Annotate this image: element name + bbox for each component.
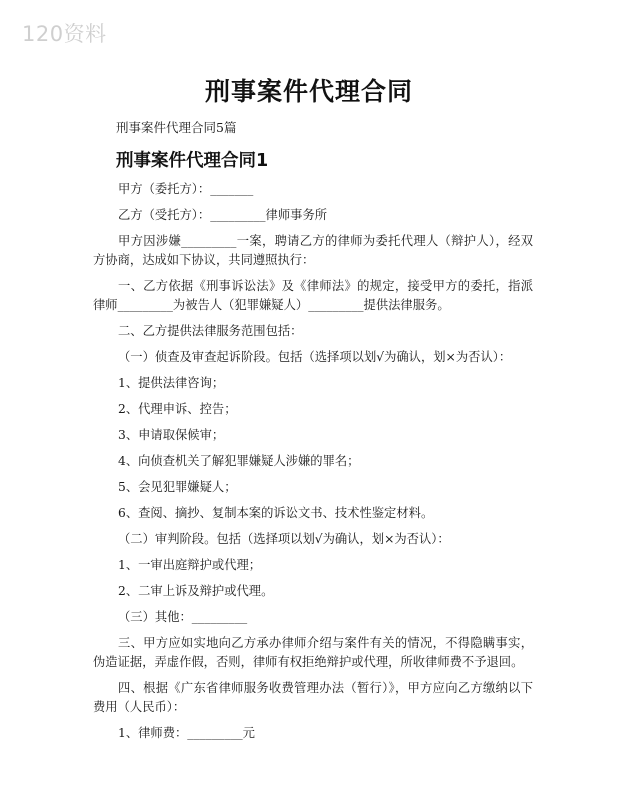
paragraph-clause-4: 四、根据《广东省律师服务收费管理办法（暂行）》，甲方应向乙方缴纳以下费用（人民币）： (93, 681, 533, 714)
list-item: 2、代理申诉、控告； (118, 402, 237, 416)
list-item: 5、会见犯罪嫌疑人； (118, 480, 237, 494)
list-item: 4、向侦查机关了解犯罪嫌疑人涉嫌的罪名； (118, 454, 360, 468)
document-subtitle: 刑事案件代理合同5篇 (116, 120, 237, 135)
paragraph-intro: 甲方因涉嫌_________一案，聘请乙方的律师为委托代理人（辩护人），经双方协商，达成如下协议，共同遵照执行： (93, 234, 533, 267)
list-item: 2、二审上诉及辩护或代理。 (118, 584, 274, 598)
paragraph-party-b: 乙方（受托方）：_________律师事务所 (118, 208, 328, 222)
paragraph-clause-1: 一、乙方依据《刑事诉讼法》及《律师法》的规定，接受甲方的委托，指派律师_________为被告人（犯罪嫌疑人）_________提供法律服务。 (93, 279, 533, 312)
list-item: 3、申请取保候审； (118, 428, 225, 442)
list-item: 1、提供法律咨询； (118, 376, 225, 390)
paragraph-party-a: 甲方（委托方）：_______ (118, 182, 254, 196)
list-item: 1、一审出庭辩护或代理； (118, 558, 262, 572)
paragraph-other: （三）其他：_________ (118, 610, 248, 624)
section-title: 刑事案件代理合同1 (116, 151, 269, 171)
paragraph-lawyer-fee: 1、律师费：_________元 (118, 726, 255, 740)
paragraph-clause-3: 三、甲方应如实地向乙方承办律师介绍与案件有关的情况，不得隐瞒事实，伪造证据，弄虚作假，否则，律师有权拒绝辩护或代理，所收律师费不予退回。 (93, 636, 533, 669)
paragraph-stage-2: （二）审判阶段。包括（选择项以划√为确认，划×为否认）： (118, 532, 450, 546)
list-item: 6、查阅、摘抄、复制本案的诉讼文书、技术性鉴定材料。 (118, 506, 434, 520)
paragraph-clause-2: 二、乙方提供法律服务范围包括： (118, 324, 303, 338)
document-title: 刑事案件代理合同 (204, 77, 413, 106)
contract-body (93, 180, 533, 750)
paragraph-stage-1: （一）侦查及审查起诉阶段。包括（选择项以划√为确认，划×为否认）： (118, 350, 512, 364)
watermark-logo: 120资料 (22, 22, 107, 46)
